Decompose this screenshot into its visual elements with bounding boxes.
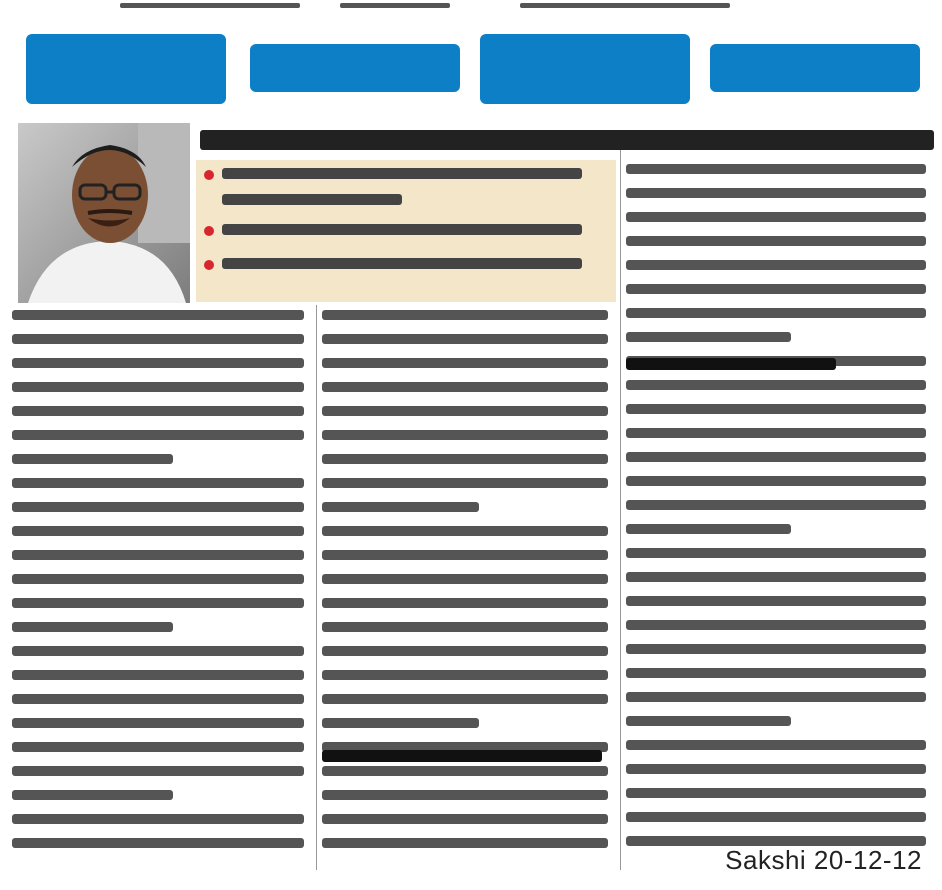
text-line-placeholder xyxy=(626,572,926,582)
headline xyxy=(0,14,942,118)
text-line-placeholder xyxy=(12,334,304,344)
text-line-placeholder xyxy=(12,838,304,848)
article-column-2 xyxy=(322,306,614,870)
text-line-placeholder xyxy=(626,452,926,462)
text-line-placeholder xyxy=(322,478,608,488)
speaker-photo xyxy=(18,123,190,303)
column-divider xyxy=(316,305,317,870)
text-line-placeholder xyxy=(12,766,304,776)
text-line-placeholder xyxy=(626,260,926,270)
text-line-placeholder xyxy=(12,718,304,728)
text-line-placeholder xyxy=(322,766,608,776)
text-line-placeholder xyxy=(12,550,304,560)
headline-word-2 xyxy=(250,44,460,92)
deck-headline xyxy=(200,122,938,154)
bullet-icon xyxy=(204,226,214,236)
text-line-placeholder xyxy=(12,358,304,368)
text-line-placeholder xyxy=(322,310,608,320)
text-line-placeholder xyxy=(12,382,304,392)
text-line-placeholder xyxy=(12,814,304,824)
text-line-placeholder xyxy=(626,212,926,222)
text-line-placeholder xyxy=(626,308,926,318)
text-line-placeholder xyxy=(626,428,926,438)
text-line-placeholder xyxy=(626,812,926,822)
article-column-3 xyxy=(626,160,932,870)
text-line-placeholder xyxy=(626,692,926,702)
bullet-icon xyxy=(204,170,214,180)
headline-word-3 xyxy=(480,34,690,104)
text-line-placeholder xyxy=(322,814,608,824)
text-line-placeholder xyxy=(626,548,926,558)
text-line-placeholder xyxy=(12,574,304,584)
text-line-placeholder xyxy=(626,164,926,174)
text-line-placeholder xyxy=(12,742,304,752)
text-line-placeholder xyxy=(322,334,608,344)
text-line-placeholder xyxy=(626,524,791,534)
text-line-placeholder xyxy=(322,502,479,512)
text-line-placeholder xyxy=(626,764,926,774)
article-column-1 xyxy=(12,306,310,870)
subheading xyxy=(626,358,836,370)
text-line-placeholder xyxy=(12,526,304,536)
text-line-placeholder xyxy=(626,596,926,606)
headline-word-4 xyxy=(710,44,920,92)
text-line-placeholder xyxy=(322,358,608,368)
text-line-placeholder xyxy=(626,332,791,342)
text-line-placeholder xyxy=(322,574,608,584)
text-line-placeholder xyxy=(626,620,926,630)
text-line-placeholder xyxy=(322,598,608,608)
text-line-placeholder xyxy=(626,644,926,654)
text-line-placeholder xyxy=(322,406,608,416)
top-strip-clipped-text xyxy=(0,0,942,14)
text-line-placeholder xyxy=(322,646,608,656)
text-line-placeholder xyxy=(12,622,173,632)
highlights-box xyxy=(196,160,616,302)
text-line-placeholder xyxy=(626,500,926,510)
text-line-placeholder xyxy=(626,404,926,414)
text-line-placeholder xyxy=(12,478,304,488)
text-line-placeholder xyxy=(322,526,608,536)
text-line-placeholder xyxy=(322,550,608,560)
text-line-placeholder xyxy=(322,382,608,392)
headline-word-1 xyxy=(26,34,226,104)
text-line-placeholder xyxy=(626,380,926,390)
text-line-placeholder xyxy=(12,406,304,416)
text-line-placeholder xyxy=(12,454,173,464)
text-line-placeholder xyxy=(626,236,926,246)
text-line-placeholder xyxy=(12,694,304,704)
text-line-placeholder xyxy=(322,718,479,728)
text-line-placeholder xyxy=(322,622,608,632)
text-line-placeholder xyxy=(626,788,926,798)
text-line-placeholder xyxy=(626,668,926,678)
text-line-placeholder xyxy=(626,476,926,486)
column-divider xyxy=(620,150,621,870)
text-line-placeholder xyxy=(322,670,608,680)
text-line-placeholder xyxy=(12,646,304,656)
text-line-placeholder xyxy=(626,188,926,198)
speaker-photo-image xyxy=(18,123,190,303)
text-line-placeholder xyxy=(12,430,304,440)
text-line-placeholder xyxy=(626,716,791,726)
subheading xyxy=(322,750,602,762)
text-line-placeholder xyxy=(12,670,304,680)
text-line-placeholder xyxy=(12,598,304,608)
text-line-placeholder xyxy=(322,694,608,704)
bullet-icon xyxy=(204,260,214,270)
text-line-placeholder xyxy=(626,284,926,294)
text-line-placeholder xyxy=(12,790,173,800)
text-line-placeholder xyxy=(12,310,304,320)
text-line-placeholder xyxy=(322,838,608,848)
text-line-placeholder xyxy=(322,790,608,800)
text-line-placeholder xyxy=(322,430,608,440)
text-line-placeholder xyxy=(322,454,608,464)
text-line-placeholder xyxy=(12,502,304,512)
text-line-placeholder xyxy=(626,740,926,750)
source-caption: Sakshi 20-12-12 xyxy=(725,845,922,875)
